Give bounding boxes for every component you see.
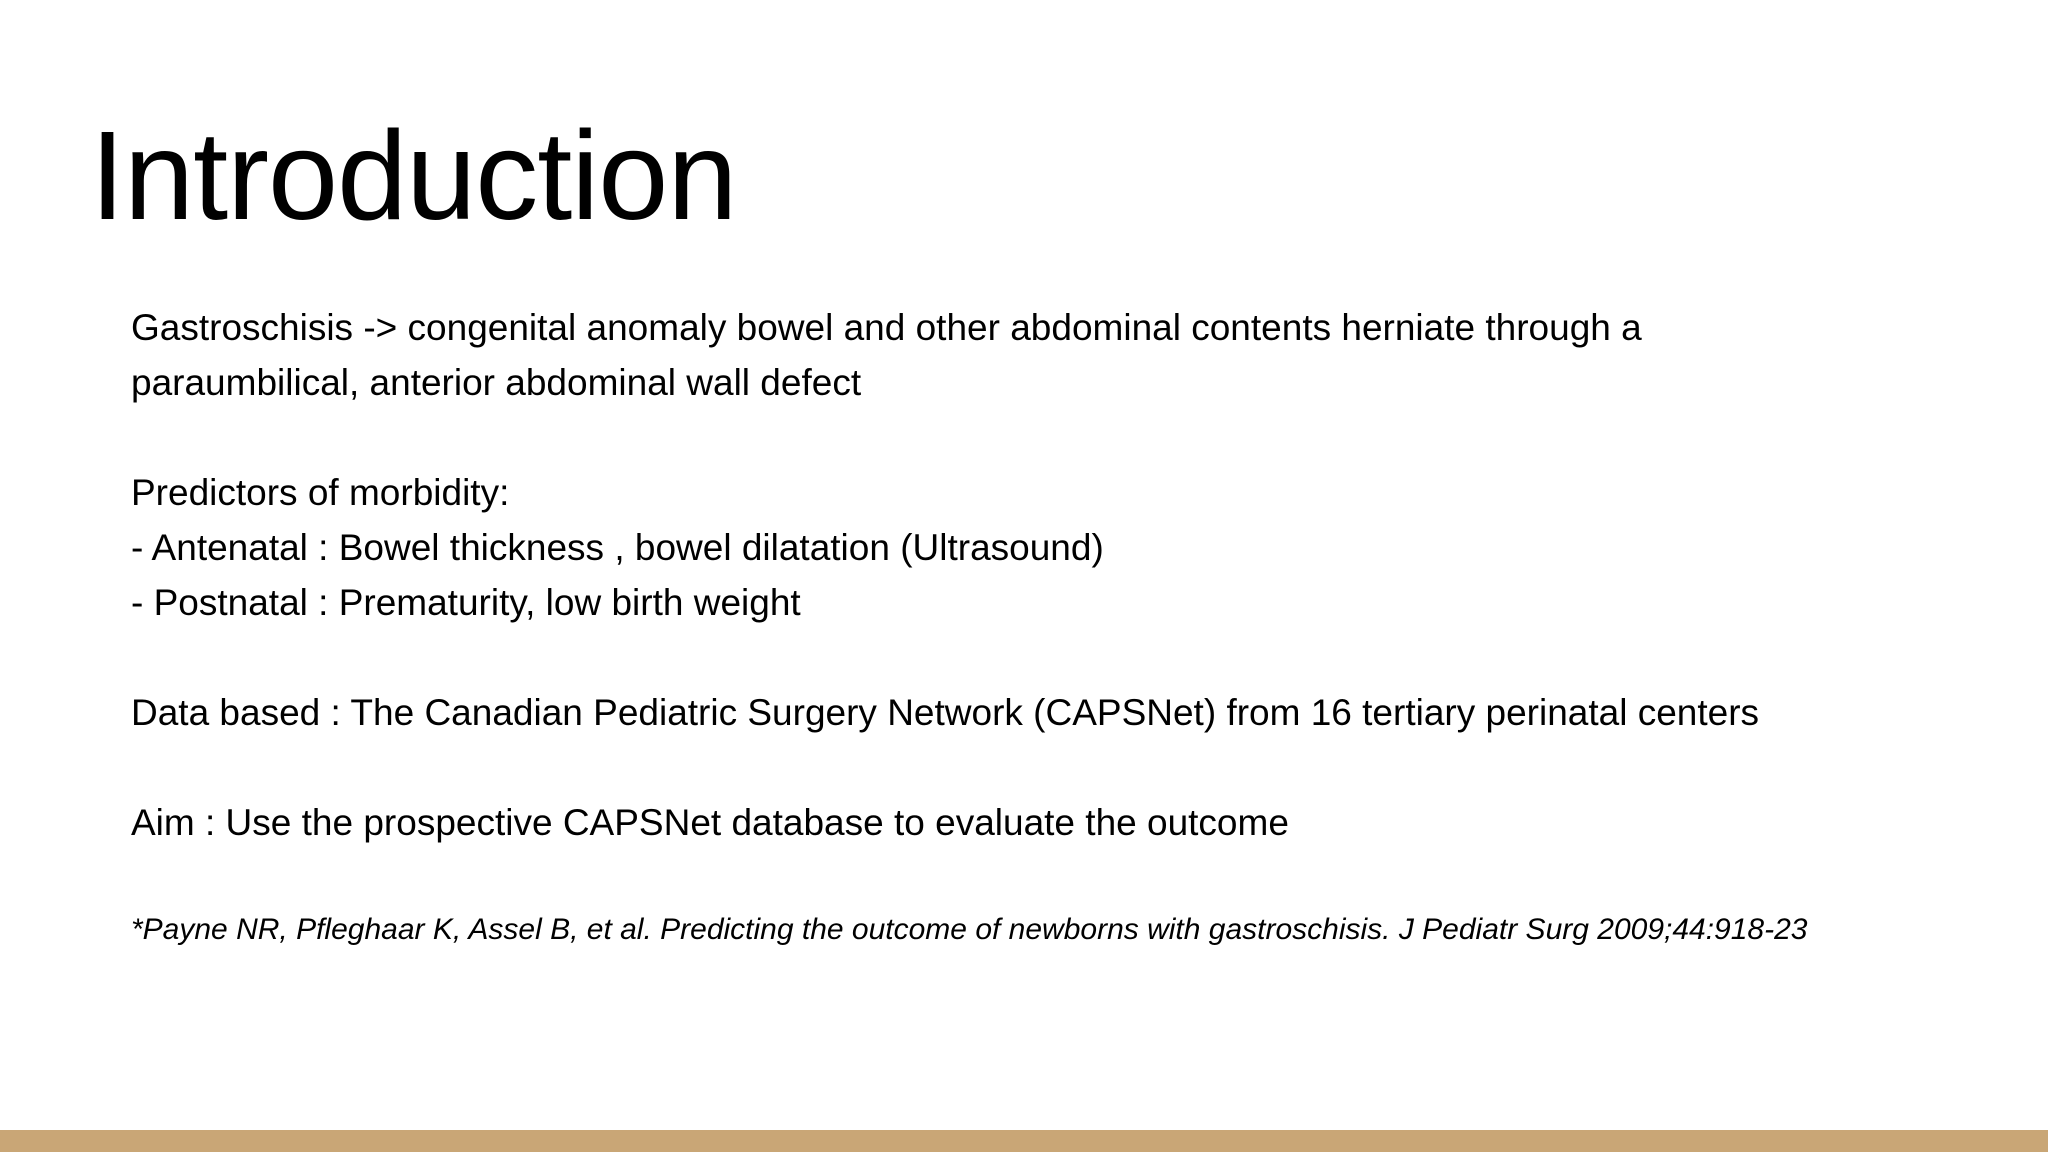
spacer <box>131 410 1951 465</box>
spacer <box>131 740 1951 795</box>
predictor-antenatal: - Antenatal : Bowel thickness , bowel dilatation (Ultrasound) <box>131 527 1104 568</box>
data-source-text: Data based : The Canadian Pediatric Surgery Network (CAPSNet) from 16 tertiary perinatal centers <box>131 692 1760 733</box>
definition-line-1: Gastroschisis -> congenital anomaly bowel and other abdominal contents herniate through a <box>131 307 1642 348</box>
predictors-heading: Predictors of morbidity: <box>131 472 510 513</box>
predictor-postnatal: - Postnatal : Prematurity, low birth weight <box>131 582 801 623</box>
spacer <box>131 630 1951 685</box>
slide-body <box>131 300 1951 850</box>
definition-line-2: paraumbilical, anterior abdominal wall defect <box>131 362 862 403</box>
reference-citation: *Payne NR, Pfleghaar K, Assel B, et al. Predicting the outcome of newborns with gastroschisis. J Pediatr Surg 2009;44:918-23 <box>131 913 1808 946</box>
footer-accent-bar <box>0 1130 2048 1152</box>
slide-title: Introduction <box>90 105 737 246</box>
aim-text: Aim : Use the prospective CAPSNet database to evaluate the outcome <box>131 802 1289 843</box>
